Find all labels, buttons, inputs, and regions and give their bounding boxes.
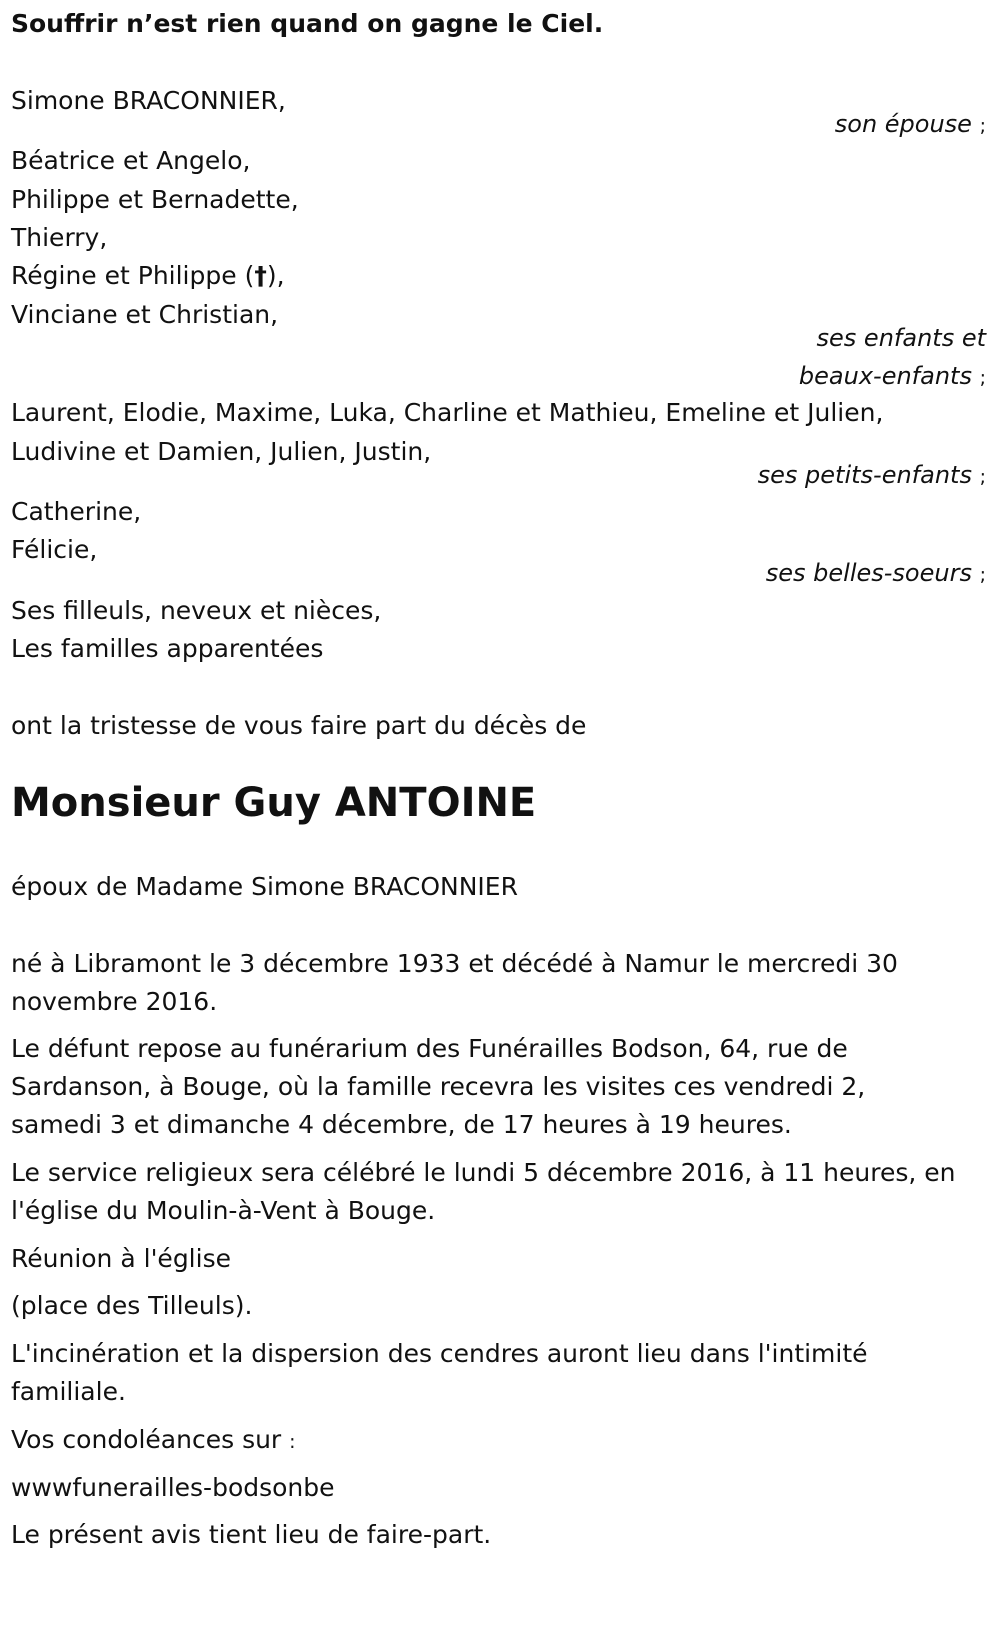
closing-note: Le présent avis tient lieu de faire-part. <box>11 1520 492 1549</box>
grandchildren-names: Laurent, Elodie, Maxime, Luka, Charline et Mathieu, Emeline et Julien, <box>11 398 884 427</box>
sisters-in-law-relation: ses belles-soeurs ; <box>765 559 986 587</box>
spouse-name: Simone BRACONNIER, <box>11 86 286 115</box>
child-name: Vinciane et Christian, <box>11 300 279 329</box>
cremation-line: L'incinération et la dispersion des cendres auront lieu dans l'intimité <box>11 1339 868 1368</box>
cross-icon: † <box>254 261 267 290</box>
children-relation-line2: beaux-enfants ; <box>798 362 986 390</box>
sister-in-law-name: Catherine, <box>11 497 142 526</box>
sister-in-law-name: Félicie, <box>11 535 98 564</box>
meeting-line: Réunion à l'église <box>11 1244 231 1273</box>
others-line: Ses filleuls, neveux et nièces, <box>11 596 382 625</box>
meeting-line: (place des Tilleuls). <box>11 1291 253 1320</box>
child-name: Thierry, <box>11 223 108 252</box>
cremation-line: familiale. <box>11 1377 126 1406</box>
grandchildren-relation: ses petits-enfants ; <box>757 461 986 489</box>
others-line: Les familles apparentées <box>11 634 324 663</box>
condolences-website: wwwfunerailles-bodsonbe <box>11 1473 335 1502</box>
child-name: Philippe et Bernadette, <box>11 185 299 214</box>
spouse-of: époux de Madame Simone BRACONNIER <box>11 872 518 901</box>
condolences-label: Vos condoléances sur : <box>11 1425 296 1454</box>
child-name-deceased: Régine et Philippe (†), <box>11 261 285 290</box>
grandchildren-names: Ludivine et Damien, Julien, Justin, <box>11 437 432 466</box>
birth-death-line: né à Libramont le 3 décembre 1933 et décédé à Namur le mercredi 30 <box>11 949 898 978</box>
service-line: Le service religieux sera célébré le lundi 5 décembre 2016, à 11 heures, en <box>11 1158 956 1187</box>
child-name: Béatrice et Angelo, <box>11 146 251 175</box>
viewing-line: Sardanson, à Bouge, où la famille recevra les visites ces vendredi 2, <box>11 1072 866 1101</box>
service-line: l'église du Moulin-à-Vent à Bouge. <box>11 1196 436 1225</box>
spouse-relation: son épouse ; <box>834 110 986 138</box>
children-relation-line1: ses enfants et <box>816 324 986 352</box>
announcement: ont la tristesse de vous faire part du décès de <box>11 711 587 740</box>
deceased-name: Monsieur Guy ANTOINE <box>11 780 537 826</box>
motto: Souffrir n’est rien quand on gagne le Ciel. <box>11 9 604 38</box>
viewing-line: samedi 3 et dimanche 4 décembre, de 17 heures à 19 heures. <box>11 1110 792 1139</box>
birth-death-line: novembre 2016. <box>11 987 218 1016</box>
viewing-line: Le défunt repose au funérarium des Funérailles Bodson, 64, rue de <box>11 1034 848 1063</box>
